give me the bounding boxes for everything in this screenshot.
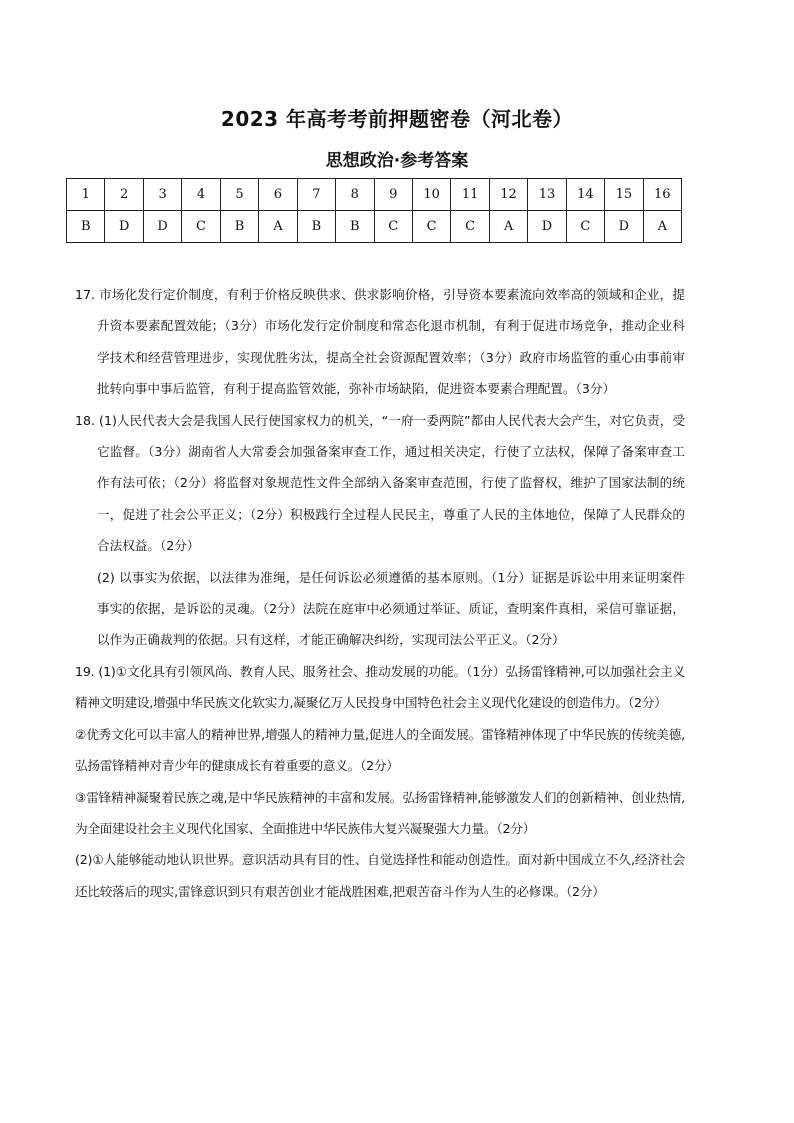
answer-19-part-1-2: ②优秀文化可以丰富人的精神世界,增强人的精神力量,促进人的全面发展。雷锋精神体现了中华民族的传统美德,弘扬雷锋精神对青少年的健康成长有着重要的意义。（2分）: [75, 726, 685, 774]
page-title: 2023 年高考考前押题密卷（河北卷）: [220, 107, 574, 131]
question-number-cell: 2: [105, 179, 143, 211]
answer-19-part-2-1: (2)①人能够能动地认识世界。意识活动具有目的性、自觉选择性和能动创造性。面对新中国成立不久,经济社会还比较落后的现实,雷锋意识到只有艰苦创业才能战胜困难,把艰苦奋斗作为人生的必修课。（2分）: [75, 852, 685, 899]
question-number-cell: 9: [374, 179, 412, 211]
question-number-cell: 11: [451, 179, 489, 211]
answer-cell: B: [336, 211, 374, 243]
answer-cell: B: [67, 211, 105, 243]
answer-table: [66, 178, 682, 243]
answer-18-part-1: 18. (1)人民代表大会是我国人民行使国家权力的机关，“一府一委两院”都由人民代表大会产生，对它负责，受它监督。（3分）湖南省人大常委会加强备案审查工作，通过相关决定，行使了立法权，保障了备案审查工作有法可依；（2分）将监督对象规范性文件全部纳入备案审查范围，行使了监督权，维护了国家法制的统一，促进了社会公平正义；（2分）积极践行全过程人民民主，尊重了人民的主体地位，保障了人民群众的合法权益。（2分）: [75, 412, 685, 554]
answer-row: [67, 211, 682, 243]
question-number-cell: 6: [259, 179, 297, 211]
answer-18-part-2: (2) 以事实为依据，以法律为准绳，是任何诉讼必须遵循的基本原则。（1分）证据是诉讼中用来证明案件事实的依据，是诉讼的灵魂。（2分）法院在庭审中必须通过举证、质证，查明案件真相，采信可靠证据，以作为正确裁判的依据。只有这样，才能正确解决纠纷，实现司法公平正义。（2分）: [97, 569, 685, 648]
answer-17: 17. 市场化发行定价制度，有利于价格反映供求、供求影响价格，引导资本要素流向效率高的领域和企业，提升资本要素配置效能；（3分）市场化发行定价制度和常态化退市机制，有利于促进市场竞争，推动企业科学技术和经营管理进步，实现优胜劣汰，提高全社会资源配置效率；（3分）政府市场监管的重心由事前审批转向事中事后监管，有利于提高监管效能，弥补市场缺陷，促进资本要素合理配置。（3分）: [75, 287, 685, 397]
question-number-cell: 13: [528, 179, 566, 211]
answer-cell: C: [451, 211, 489, 243]
question-number-cell: 5: [220, 179, 258, 211]
question-number-cell: 16: [643, 179, 681, 211]
answer-19-part-1-1: 19. (1)①文化具有引领风尚、教育人民、服务社会、推动发展的功能。（1分）弘扬雷锋精神,可以加强社会主义精神文明建设,增强中华民族文化软实力,凝聚亿万人民投身中国特色社会主义现代化建设的创造伟力。（2分）: [75, 663, 685, 711]
answer-cell: D: [105, 211, 143, 243]
answer-cell: B: [220, 211, 258, 243]
question-number-cell: 10: [412, 179, 450, 211]
answer-cell: C: [412, 211, 450, 243]
answer-body: [75, 279, 685, 907]
answer-cell: A: [259, 211, 297, 243]
question-number-cell: 12: [489, 179, 527, 211]
answer-cell: C: [566, 211, 604, 243]
question-number-cell: 3: [143, 179, 181, 211]
answer-cell: A: [489, 211, 527, 243]
question-number-cell: 8: [336, 179, 374, 211]
answer-cell: D: [143, 211, 181, 243]
question-number-cell: 4: [182, 179, 220, 211]
question-number-cell: 1: [67, 179, 105, 211]
answer-cell: B: [297, 211, 335, 243]
question-number-row: [67, 179, 682, 211]
question-number-cell: 15: [605, 179, 643, 211]
answer-cell: D: [528, 211, 566, 243]
answer-cell: D: [605, 211, 643, 243]
answer-cell: C: [374, 211, 412, 243]
answer-cell: A: [643, 211, 681, 243]
answer-cell: C: [182, 211, 220, 243]
question-number-cell: 14: [566, 179, 604, 211]
page-subtitle: 思想政治·参考答案: [325, 151, 469, 171]
answer-19-part-1-3: ③雷锋精神凝聚着民族之魂,是中华民族精神的丰富和发展。弘扬雷锋精神,能够激发人们的创新精神、创业热情,为全面建设社会主义现代化国家、全面推进中华民族伟大复兴凝聚强大力量。（2分）: [75, 789, 685, 836]
question-number-cell: 7: [297, 179, 335, 211]
